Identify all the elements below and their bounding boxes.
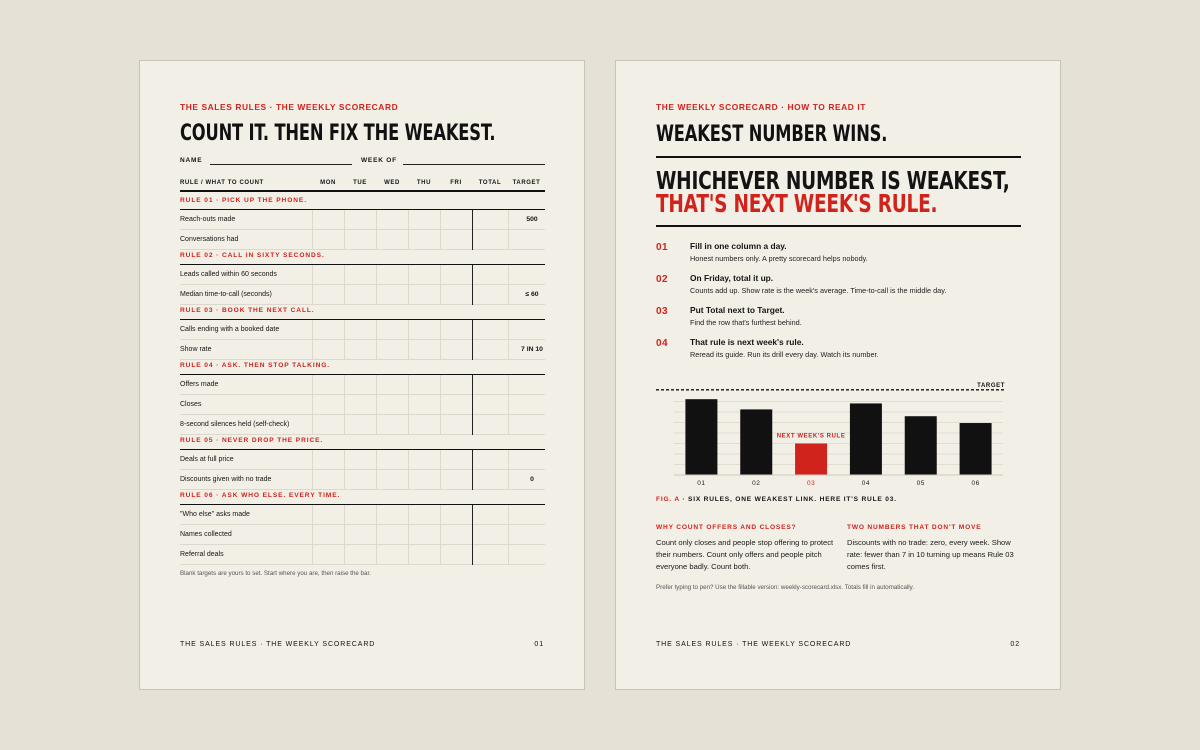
rule-04-heading: RULE 04 · ASK. THEN STOP TALKING. (180, 357, 545, 375)
table-row[interactable]: Offers made (180, 375, 545, 395)
col-header-tue: TUE (353, 180, 367, 186)
offers-closes-heading: WHY COUNT OFFERS AND CLOSES? (656, 524, 797, 531)
grid-line (312, 375, 313, 435)
footer-title: THE SALES RULES · THE WEEKLY SCORECARD (180, 641, 376, 648)
bar (795, 443, 827, 475)
total-column-divider (472, 450, 473, 490)
grid-line (440, 265, 441, 305)
col-header-total: TOTAL (478, 180, 502, 186)
grid-line (376, 320, 377, 360)
grid-line (312, 505, 313, 565)
step-04: 04 That rule is next week's rule. Reread its guide. Run its drill every day. Watch its number. (656, 337, 879, 359)
table-row[interactable]: Names collected (180, 525, 545, 545)
grid-line (408, 450, 409, 490)
rule-01-heading: RULE 01 · PICK UP THE PHONE. (180, 192, 545, 210)
grid-line (376, 210, 377, 250)
grid-line (508, 450, 509, 490)
rule-02-heading: RULE 02 · CALL IN SIXTY SECONDS. (180, 247, 545, 265)
rule-03-heading: RULE 03 · BOOK THE NEXT CALL. (180, 302, 545, 320)
page-title: COUNT IT. THEN FIX THE WEAKEST. (180, 121, 496, 146)
table-row[interactable]: Reach-outs made 500 (180, 210, 545, 230)
grid-line (440, 320, 441, 360)
page-number: 02 (1010, 641, 1020, 648)
col-header-target: TARGET (512, 180, 541, 186)
x-tick-label: 02 (752, 480, 761, 487)
target-label: TARGET (977, 382, 1005, 389)
page-number: 01 (534, 641, 544, 648)
x-tick-label: 04 (861, 480, 871, 487)
grid-line (344, 210, 345, 250)
grid-line (344, 265, 345, 305)
how-to-read-page (615, 60, 1061, 690)
total-column-divider (472, 320, 473, 360)
grid-line (344, 320, 345, 360)
grid-line (376, 450, 377, 490)
scorecard-page (139, 60, 585, 690)
grid-line (440, 505, 441, 565)
grid-line (312, 210, 313, 250)
total-column-divider (472, 505, 473, 565)
step-01: 01 Fill in one column a day. Honest numbers only. A pretty scorecard helps nobody. (656, 241, 868, 263)
table-row[interactable]: Conversations had (180, 230, 545, 250)
table-row[interactable]: 8-second silences held (self-check) (180, 415, 545, 435)
total-column-divider (472, 265, 473, 305)
week-of-label: WEEK OF (361, 157, 397, 164)
grid-line (408, 210, 409, 250)
footer-title: THE SALES RULES · THE WEEKLY SCORECARD (656, 641, 852, 648)
grid-line (408, 320, 409, 360)
rule-05-heading: RULE 05 · NEVER DROP THE PRICE. (180, 432, 545, 450)
grid-line (344, 505, 345, 565)
bar (685, 399, 717, 475)
bar (905, 416, 937, 475)
table-note: Blank targets are yours to set. Start where you are, then raise the bar. (180, 570, 371, 577)
step-02: 02 On Friday, total it up. Counts add up. Show rate is the week's average. Time-to-call is the middle day. (656, 273, 947, 295)
rule-statement-line1: WHICHEVER NUMBER IS WEAKEST, (656, 166, 1010, 195)
grid-line (440, 210, 441, 250)
rule-statement-line2: THAT'S NEXT WEEK'S RULE. (656, 189, 938, 218)
col-header-wed: WED (384, 180, 400, 186)
grid-line (408, 375, 409, 435)
fixed-numbers-heading: TWO NUMBERS THAT DON'T MOVE (847, 524, 982, 531)
divider (656, 156, 1021, 158)
grid-line (408, 265, 409, 305)
total-column-divider (472, 375, 473, 435)
col-header-thu: THU (416, 180, 432, 186)
table-row[interactable]: Deals at full price (180, 450, 545, 470)
grid-line (376, 375, 377, 435)
table-row[interactable]: Show rate 7 IN 10 (180, 340, 545, 360)
col-header-mon: MON (320, 180, 336, 186)
divider (656, 225, 1021, 227)
offers-closes-text: Count only closes and people stop offering to protect their numbers. Count only offers and people pitch everyone badly. Count both. (656, 538, 834, 571)
weakest-rule-bar-chart (656, 379, 1021, 491)
table-row[interactable]: Closes (180, 395, 545, 415)
figure-caption: FIG. A · SIX RULES, ONE WEAKEST LINK. HERE IT'S RULE 03. (656, 496, 897, 503)
bar (740, 409, 772, 475)
x-tick-label: 01 (697, 480, 706, 487)
grid-line (440, 375, 441, 435)
fillable-version-note: Prefer typing to pen? Use the fillable version: weekly-scorecard.xlsx. Totals fill in automatically. (656, 584, 915, 591)
grid-line (376, 505, 377, 565)
table-row[interactable]: Referral deals (180, 545, 545, 565)
rule-06-heading: RULE 06 · ASK WHO ELSE. EVERY TIME. (180, 487, 545, 505)
highlight-label: NEXT WEEK'S RULE (776, 433, 846, 440)
x-tick-label: 05 (916, 480, 925, 487)
table-row[interactable]: Calls ending with a booked date (180, 320, 545, 340)
name-label: NAME (180, 157, 203, 164)
table-row[interactable]: Discounts given with no trade 0 (180, 470, 545, 490)
bar (850, 403, 882, 475)
grid-line (508, 265, 509, 305)
total-column-divider (472, 210, 473, 250)
grid-line (312, 450, 313, 490)
page-eyebrow: THE SALES RULES · THE WEEKLY SCORECARD (180, 102, 399, 112)
step-03: 03 Put Total next to Target. Find the row that's furthest behind. (656, 305, 802, 327)
grid-line (508, 375, 509, 435)
grid-line (312, 265, 313, 305)
x-tick-label: 03 (806, 480, 816, 487)
grid-line (312, 320, 313, 360)
page-title: WEAKEST NUMBER WINS. (656, 122, 888, 147)
page-eyebrow: THE WEEKLY SCORECARD · HOW TO READ IT (656, 102, 867, 112)
grid-line (508, 505, 509, 565)
grid-line (376, 265, 377, 305)
x-tick-label: 06 (971, 480, 980, 487)
week-of-field[interactable] (403, 164, 545, 165)
table-row[interactable]: Median time-to-call (seconds) ≤ 60 (180, 285, 545, 305)
grid-line (344, 450, 345, 490)
col-header-fri: FRI (450, 180, 462, 186)
table-row[interactable]: "Who else" asks made (180, 505, 545, 525)
grid-line (344, 375, 345, 435)
grid-line (408, 505, 409, 565)
name-field[interactable] (210, 164, 352, 165)
grid-line (508, 320, 509, 360)
fixed-numbers-text: Discounts with no trade: zero, every week. Show rate: fewer than 7 in 10 turning up means Rule 03 comes first. (847, 538, 1014, 571)
col-header-rule: RULE / WHAT TO COUNT (180, 180, 264, 186)
bar (960, 423, 992, 475)
grid-line (440, 450, 441, 490)
grid-line (508, 210, 509, 250)
table-row[interactable]: Leads called within 60 seconds (180, 265, 545, 285)
